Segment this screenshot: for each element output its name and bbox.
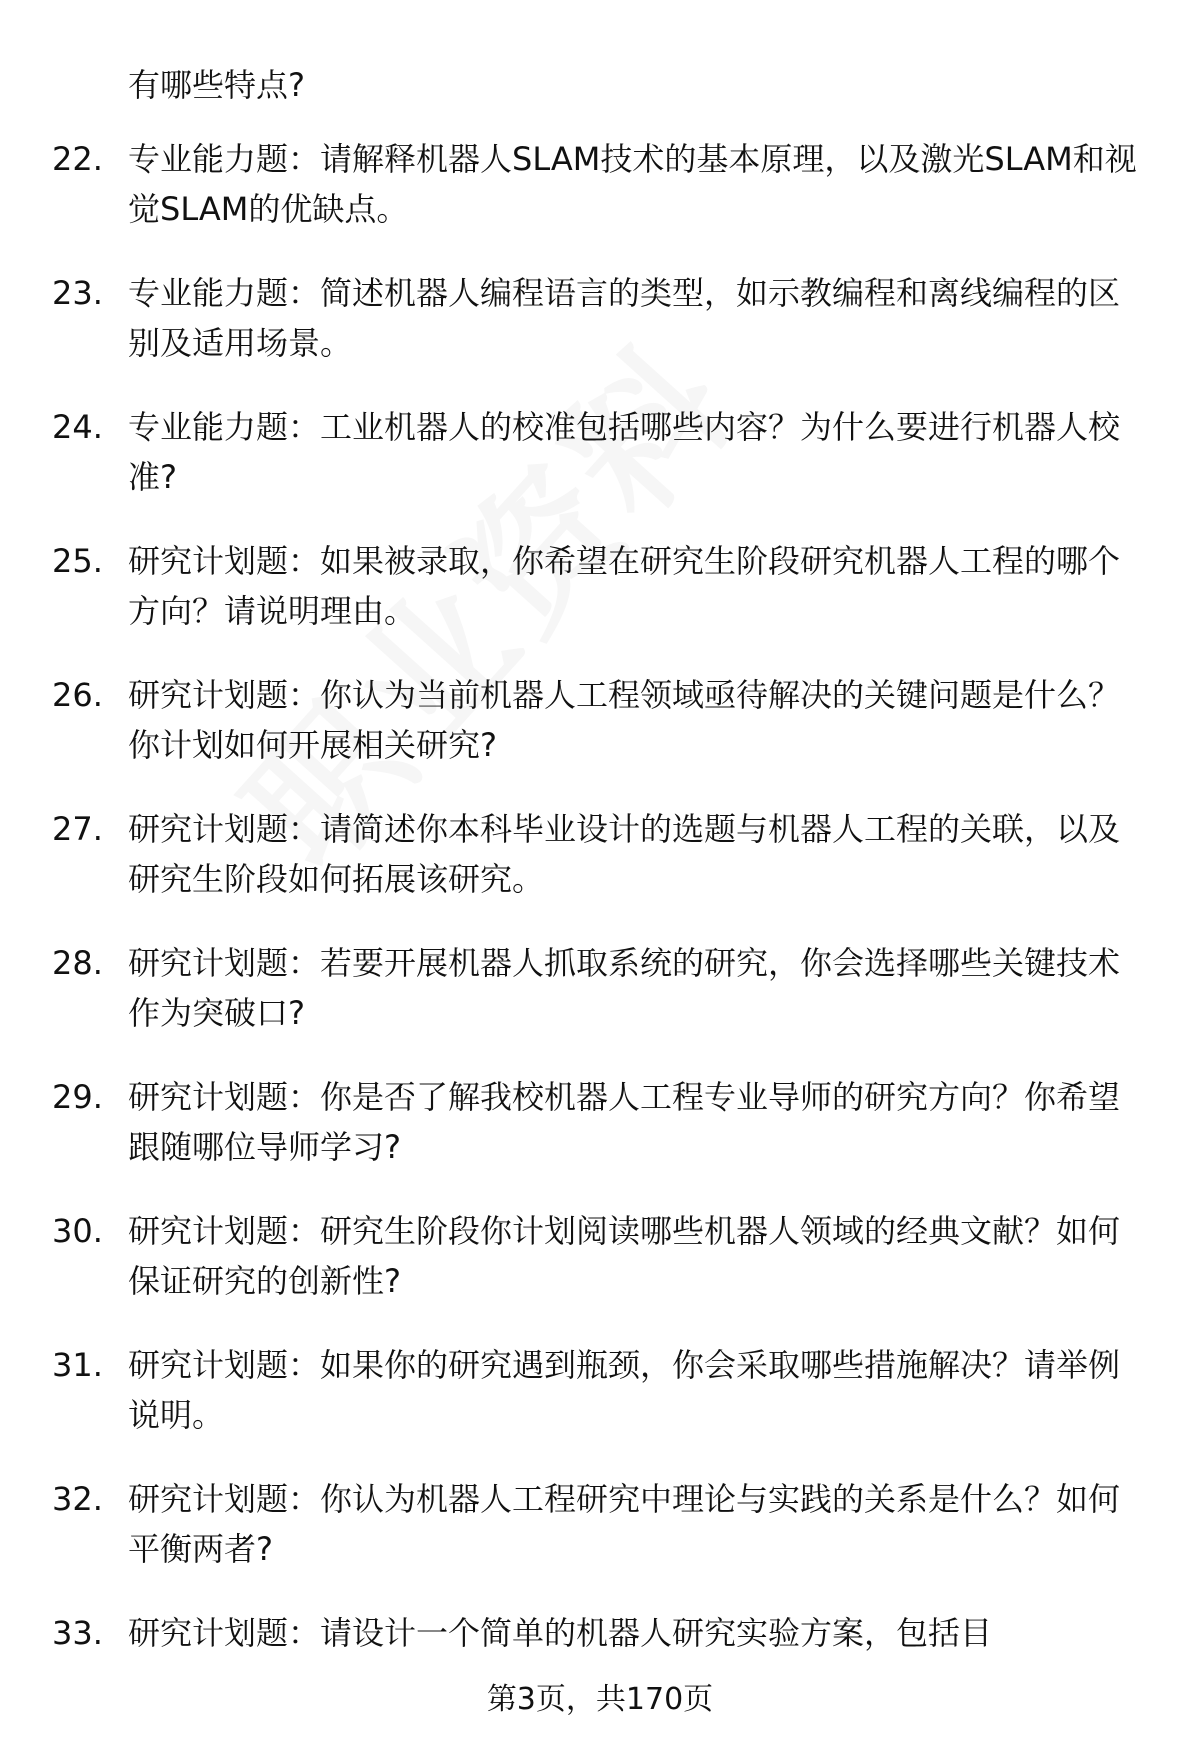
question-number: 25. — [52, 542, 103, 580]
page-footer: 第3页，共170页 — [486, 1682, 714, 1717]
question-number: 24. — [52, 408, 103, 446]
question-number: 33. — [52, 1614, 103, 1652]
question-number: 23. — [52, 274, 103, 312]
question-item — [0, 1608, 1200, 1742]
question-number: 27. — [52, 810, 103, 848]
question-list — [0, 134, 1200, 1742]
question-item — [0, 1206, 1200, 1340]
question-item — [0, 536, 1200, 670]
question-item — [0, 1072, 1200, 1206]
question-item — [0, 1340, 1200, 1474]
question-number: 32. — [52, 1480, 103, 1518]
question-text: 研究计划题：研究生阶段你计划阅读哪些机器人领域的经典文献？如何保证研究的创新性? — [128, 1212, 1121, 1300]
question-number: 26. — [52, 676, 103, 714]
question-text: 研究计划题：你是否了解我校机器人工程专业导师的研究方向？你希望跟随哪位导师学习? — [128, 1078, 1121, 1166]
question-item — [0, 1474, 1200, 1608]
question-text: 专业能力题：请解释机器人SLAM技术的基本原理，以及激光SLAM和视觉SLAM的优缺点。 — [128, 140, 1137, 228]
question-item — [0, 134, 1200, 268]
question-item — [0, 938, 1200, 1072]
question-text: 专业能力题：简述机器人编程语言的类型，如示教编程和离线编程的区别及适用场景。 — [128, 274, 1121, 362]
question-number: 29. — [52, 1078, 103, 1116]
question-item — [0, 670, 1200, 804]
question-text: 研究计划题：你认为机器人工程研究中理论与实践的关系是什么？如何平衡两者? — [128, 1480, 1121, 1568]
question-text: 研究计划题：你认为当前机器人工程领域亟待解决的关键问题是什么？你计划如何开展相关研究? — [128, 676, 1121, 764]
continuation-text: 有哪些特点? — [128, 66, 305, 104]
question-text: 研究计划题：若要开展机器人抓取系统的研究，你会选择哪些关键技术作为突破口? — [128, 944, 1121, 1032]
question-item — [0, 804, 1200, 938]
question-text: 研究计划题：如果被录取，你希望在研究生阶段研究机器人工程的哪个方向？请说明理由。 — [128, 542, 1121, 630]
question-number: 31. — [52, 1346, 103, 1384]
question-text: 研究计划题：请简述你本科毕业设计的选题与机器人工程的关联，以及研究生阶段如何拓展该研究。 — [128, 810, 1121, 898]
question-text: 研究计划题：如果你的研究遇到瓶颈，你会采取哪些措施解决？请举例说明。 — [128, 1346, 1121, 1434]
question-item — [0, 402, 1200, 536]
question-number: 28. — [52, 944, 103, 982]
question-number: 30. — [52, 1212, 103, 1250]
question-number: 22. — [52, 140, 103, 178]
question-item — [0, 268, 1200, 402]
question-text: 研究计划题：请设计一个简单的机器人研究实验方案，包括目 — [128, 1614, 993, 1652]
question-text: 专业能力题：工业机器人的校准包括哪些内容？为什么要进行机器人校准? — [128, 408, 1121, 496]
